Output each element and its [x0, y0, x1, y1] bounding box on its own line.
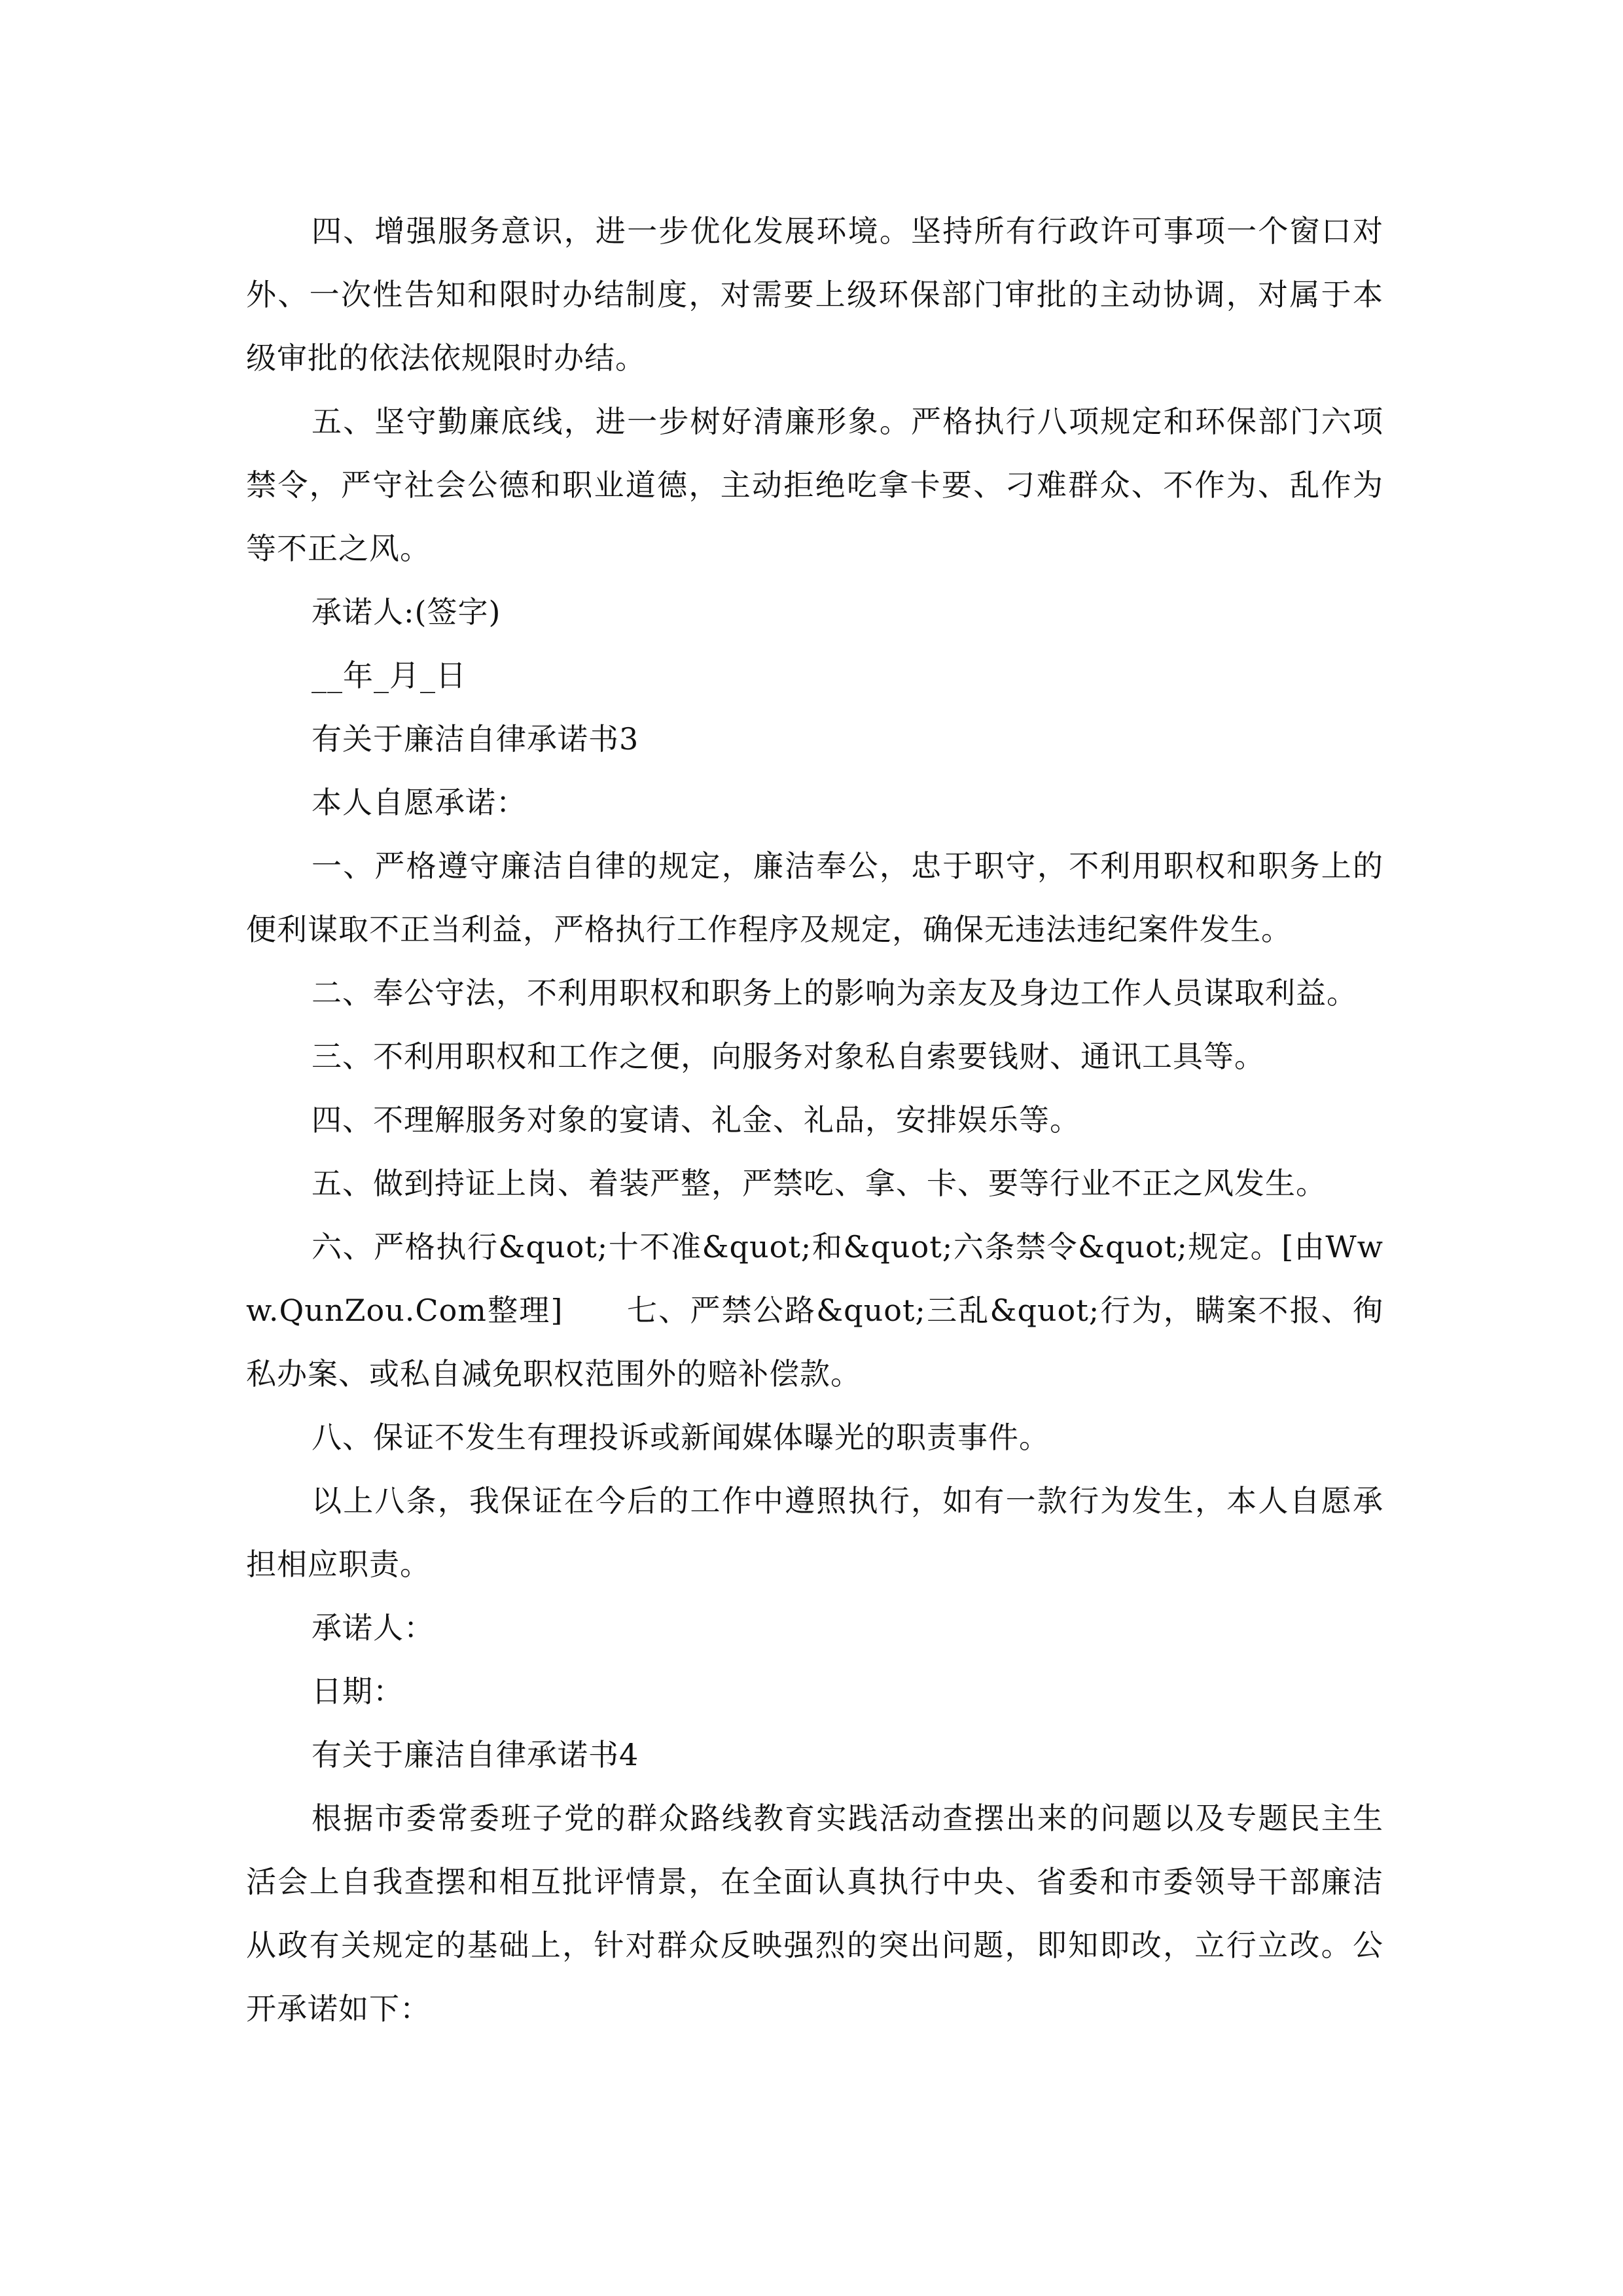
paragraph-item-6-7: 六、严格执行&quot;十不准&quot;和&quot;六条禁令&quot;规定。[由Www.QunZou.Com整理] 七、严禁公路&quot;三乱&quot;行为，瞒案不报、徇私办案、或私自减免职权范围外的赔补偿款。 — [246, 1229, 1383, 1391]
section-heading-4: 有关于廉洁自律承诺书4 — [312, 1737, 639, 1772]
signature-line: 承诺人:(签字) — [312, 594, 501, 630]
paragraph-item-3: 三、不利用职权和工作之便，向服务对象私自索要钱财、通讯工具等。 — [312, 1039, 1265, 1074]
paragraph-voluntary-pledge: 本人自愿承诺： — [312, 785, 527, 820]
paragraph-item-5: 五、做到持证上岗、着装严整，严禁吃、拿、卡、要等行业不正之风发生。 — [312, 1166, 1327, 1201]
paragraph-item-2: 二、奉公守法，不利用职权和职务上的影响为亲友及身边工作人员谋取利益。 — [312, 975, 1357, 1011]
paragraph-integrity-bottom-line: 五、坚守勤廉底线，进一步树好清廉形象。严格执行八项规定和环保部门六项禁令，严守社会公德和职业道德，主动拒绝吃拿卡要、刁难群众、不作为、乱作为等不正之风。 — [246, 404, 1383, 566]
paragraph-item-1: 一、严格遵守廉洁自律的规定，廉洁奉公，忠于职守，不利用职权和职务上的便利谋取不正当利益，严格执行工作程序及规定，确保无违法违纪案件发生。 — [246, 848, 1383, 947]
date-line: __年_月_日 — [312, 658, 467, 693]
paragraph-public-commitment: 根据市委常委班子党的群众路线教育实践活动查摆出来的问题以及专题民主生活会上自我查摆和相互批评情景，在全面认真执行中央、省委和市委领导干部廉洁从政有关规定的基础上，针对群众反映强烈的突出问题，即知即改，立行立改。公开承诺如下： — [246, 1801, 1383, 2026]
paragraph-service-awareness: 四、增强服务意识，进一步优化发展环境。坚持所有行政许可事项一个窗口对外、一次性告知和限时办结制度，对需要上级环保部门审批的主动协调，对属于本级审批的依法依规限时办结。 — [246, 213, 1383, 376]
date-label: 日期： — [312, 1674, 404, 1709]
paragraph-summary: 以上八条，我保证在今后的工作中遵照执行，如有一款行为发生，本人自愿承担相应职责。 — [246, 1483, 1383, 1582]
paragraph-item-4: 四、不理解服务对象的宴请、礼金、礼品，安排娱乐等。 — [312, 1102, 1080, 1138]
document-body — [246, 200, 1383, 2041]
paragraph-item-8: 八、保证不发生有理投诉或新闻媒体曝光的职责事件。 — [312, 1420, 1050, 1455]
signature-label: 承诺人： — [312, 1610, 435, 1645]
section-heading-3: 有关于廉洁自律承诺书3 — [312, 721, 639, 757]
